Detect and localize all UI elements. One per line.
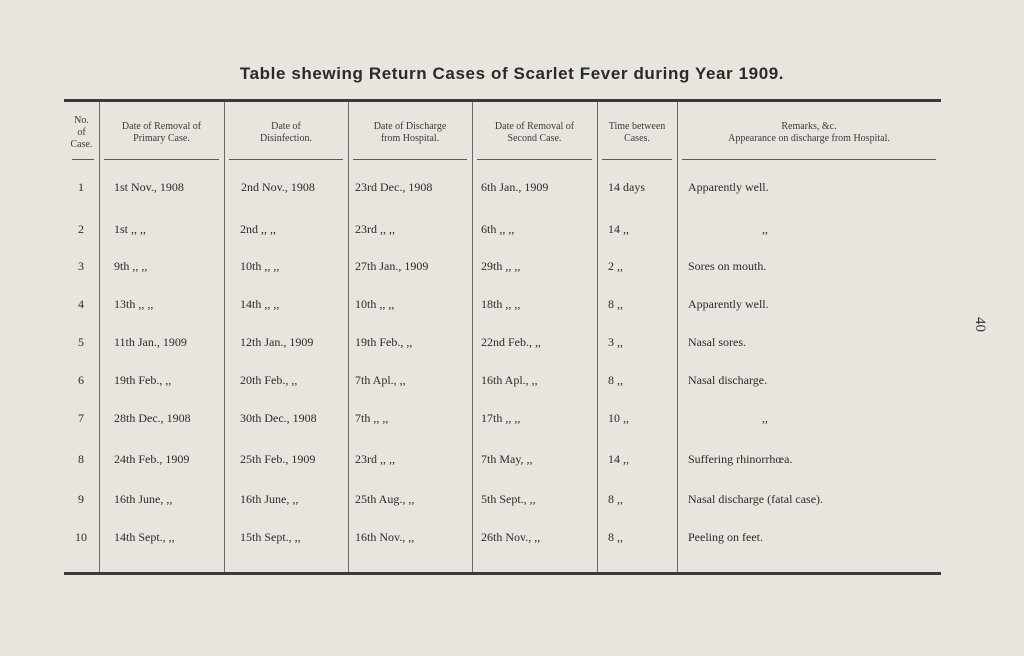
case-number: 3 [78, 259, 84, 273]
time-between: 14 days [608, 180, 645, 194]
second-removal-date: 7th May, ,, [481, 452, 533, 466]
time-between: 8 ,, [608, 530, 623, 544]
second-removal-date: 6th Jan., 1909 [481, 180, 549, 194]
second-removal-date: 6th ,, ,, [481, 222, 515, 236]
discharge-date: 7th Apl., ,, [355, 373, 406, 387]
time-between: 8 ,, [608, 373, 623, 387]
primary-removal-date: 11th Jan., 1909 [114, 335, 187, 349]
time-between: 3 ,, [608, 335, 623, 349]
disinfection-date: 25th Feb., 1909 [240, 452, 316, 466]
disinfection-date: 20th Feb., ,, [240, 373, 298, 387]
second-removal-date: 26th Nov., ,, [481, 530, 541, 544]
header-underline [477, 159, 592, 160]
primary-removal-date: 16th June, ,, [114, 492, 173, 506]
time-between: 14 ,, [608, 452, 629, 466]
discharge-date: 27th Jan., 1909 [355, 259, 429, 273]
table-row [0, 449, 1024, 469]
remarks: Peeling on feet. [688, 530, 763, 544]
table-row [0, 527, 1024, 547]
time-between: 10 ,, [608, 411, 629, 425]
case-number: 6 [78, 373, 84, 387]
table-row [0, 408, 1024, 428]
primary-removal-date: 14th Sept., ,, [114, 530, 175, 544]
header-underline [353, 159, 467, 160]
remarks: Suffering rhinorrhœa. [688, 452, 793, 466]
header-case-number: No. of Case. [70, 115, 93, 150]
second-removal-date: 17th ,, ,, [481, 411, 521, 425]
second-removal-date: 18th ,, ,, [481, 297, 521, 311]
case-number: 9 [78, 492, 84, 506]
table-title: Table shewing Return Cases of Scarlet Fever during Year 1909. [239, 64, 785, 83]
case-number: 8 [78, 452, 84, 466]
page-number: 40 [972, 317, 988, 332]
discharge-date: 19th Feb., ,, [355, 335, 413, 349]
disinfection-date: 2nd Nov., 1908 [241, 180, 315, 194]
case-number: 4 [78, 297, 84, 311]
table-row [0, 256, 1024, 276]
remarks: ,, [762, 222, 768, 236]
table-row [0, 294, 1024, 314]
primary-removal-date: 19th Feb., ,, [114, 373, 172, 387]
discharge-date: 7th ,, ,, [355, 411, 389, 425]
discharge-date: 23rd ,, ,, [355, 452, 395, 466]
time-between: 8 ,, [608, 492, 623, 506]
table-row [0, 219, 1024, 239]
disinfection-date: 2nd ,, ,, [240, 222, 276, 236]
primary-removal-date: 28th Dec., 1908 [114, 411, 191, 425]
remarks: Apparently well. [688, 297, 769, 311]
remarks: Apparently well. [688, 180, 769, 194]
disinfection-date: 15th Sept., ,, [240, 530, 301, 544]
primary-removal-date: 1st Nov., 1908 [114, 180, 184, 194]
header-disinfection: Date of Disinfection. [260, 121, 312, 144]
disinfection-date: 16th June, ,, [240, 492, 299, 506]
second-removal-date: 5th Sept., ,, [481, 492, 536, 506]
primary-removal-date: 9th ,, ,, [114, 259, 148, 273]
case-number: 5 [78, 335, 84, 349]
remarks: Nasal discharge (fatal case). [688, 492, 824, 506]
primary-removal-date: 13th ,, ,, [114, 297, 154, 311]
table-row [0, 489, 1024, 509]
header-underline [682, 159, 936, 160]
case-number: 1 [78, 180, 84, 194]
header-remarks: Remarks, &c. Appearance on discharge from Hospital. [728, 121, 890, 144]
time-between: 8 ,, [608, 297, 623, 311]
second-removal-date: 29th ,, ,, [481, 259, 521, 273]
time-between: 2 ,, [608, 259, 623, 273]
second-removal-date: 16th Apl., ,, [481, 373, 538, 387]
disinfection-date: 10th ,, ,, [240, 259, 280, 273]
header-time-between: Time between Cases. [608, 121, 666, 144]
second-removal-date: 22nd Feb., ,, [481, 335, 541, 349]
discharge-date: 16th Nov., ,, [355, 530, 415, 544]
case-number: 7 [78, 411, 84, 425]
discharge-date: 10th ,, ,, [355, 297, 395, 311]
bottom-rule [64, 572, 941, 575]
header-second-removal: Date of Removal of Second Case. [494, 121, 575, 144]
case-number: 10 [75, 530, 87, 544]
remarks: Nasal discharge. [688, 373, 768, 387]
top-rule [64, 99, 941, 102]
remarks: Sores on mouth. [688, 259, 767, 273]
disinfection-date: 14th ,, ,, [240, 297, 280, 311]
primary-removal-date: 1st ,, ,, [114, 222, 147, 236]
table-row [0, 370, 1024, 390]
time-between: 14 ,, [608, 222, 629, 236]
table-row [0, 177, 1024, 197]
remarks: ,, [762, 411, 768, 425]
discharge-date: 23rd Dec., 1908 [355, 180, 433, 194]
remarks: Nasal sores. [688, 335, 746, 349]
header-underline [229, 159, 343, 160]
header-discharge: Date of Discharge from Hospital. [373, 121, 447, 144]
primary-removal-date: 24th Feb., 1909 [114, 452, 190, 466]
header-primary-removal: Date of Removal of Primary Case. [121, 121, 202, 144]
disinfection-date: 30th Dec., 1908 [240, 411, 317, 425]
disinfection-date: 12th Jan., 1909 [240, 335, 314, 349]
discharge-date: 25th Aug., ,, [355, 492, 415, 506]
header-underline [104, 159, 219, 160]
table-row [0, 332, 1024, 352]
header-underline [602, 159, 672, 160]
case-number: 2 [78, 222, 84, 236]
discharge-date: 23rd ,, ,, [355, 222, 395, 236]
header-underline [72, 159, 94, 160]
